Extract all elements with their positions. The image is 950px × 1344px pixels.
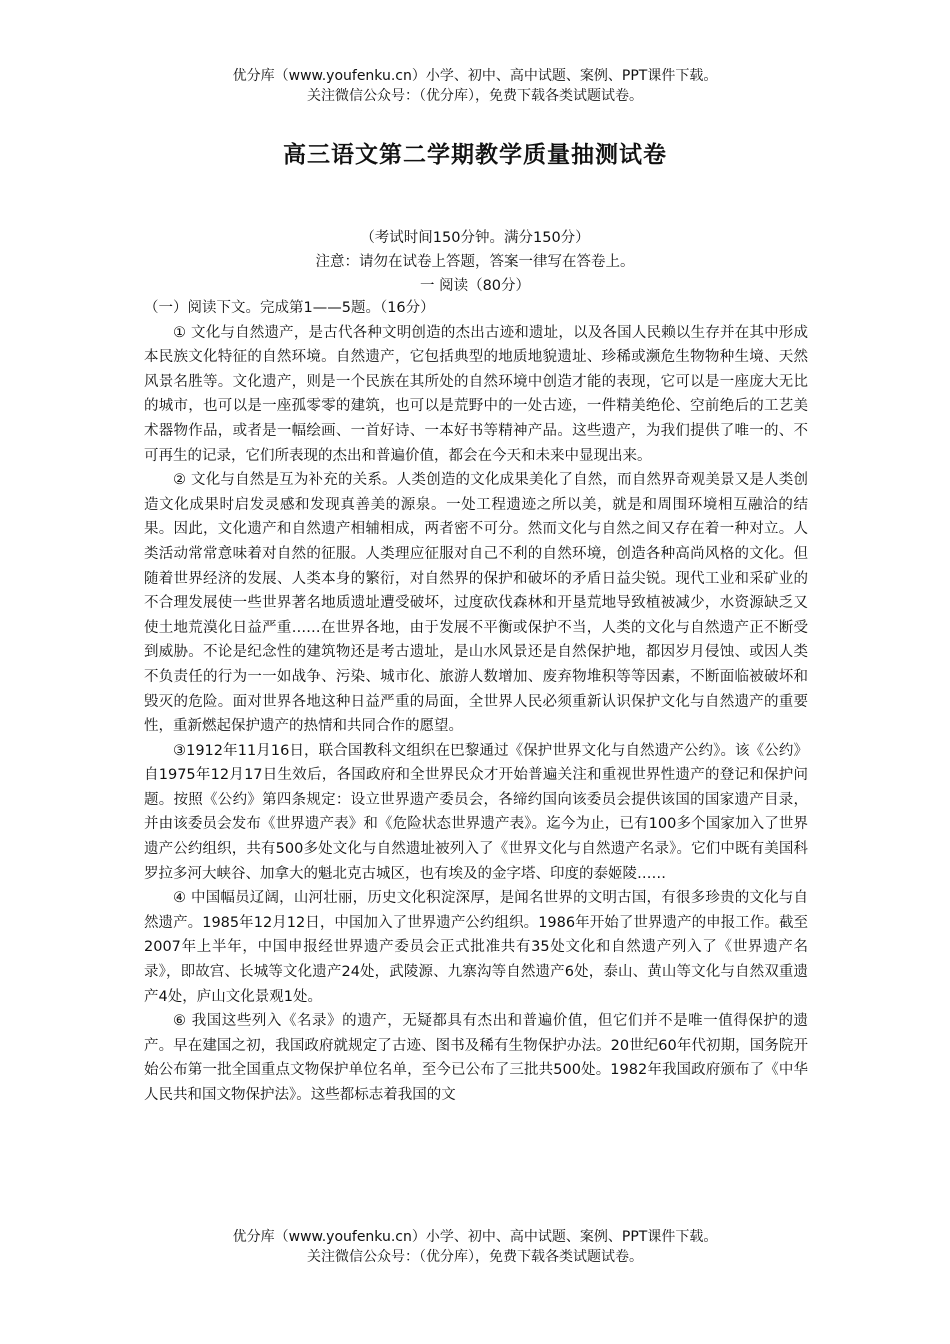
exam-note: 注意：请勿在试卷上答题，答案一律写在答卷上。 — [315, 254, 635, 270]
header-line-2: 关注微信公众号：（优分库），免费下载各类试题试卷。 — [307, 88, 643, 104]
footer-line-2: 关注微信公众号：（优分库），免费下载各类试题试卷。 — [307, 1249, 643, 1265]
paragraph-1: ① 文化与自然遗产，是古代各种文明创造的杰出古迹和遗址，以及各国人民赖以生存并在其中形成本民族文化特征的自然环境。自然遗产，它包括典型的地质地貌遗址、珍稀或濒危生物物种生境、天然风景名胜等。文化遗产，则是一个民族在其所处的自然环境中创造才能的表现，它可以是一座庞大无比的城市，也可以是一座孤零零的建筑，也可以是荒野中的一处古迹，一件精美绝伦、空前绝后的工艺美术器物作品，或者是一幅绘画、一首好诗、一本好书等精神产品。这些遗产，为我们提供了唯一的、不可再生的记录，它们所表现的杰出和普遍价值，都会在今天和未来中显现出来。 — [144, 324, 808, 464]
reading-passage — [144, 296, 808, 1108]
page-header — [0, 66, 950, 106]
paragraph-6: ⑥ 我国这些列入《名录》的遗产，无疑都具有杰出和普遍价值，但它们并不是唯一值得保护的遗产。早在建国之初，我国政府就规定了古迹、图书及稀有生物保护办法。20世纪60年代初期，国务院开始公布第一批全国重点文物保护单位名单，至今已公布了三批共500处。1982年我国政府颁布了《中华人民共和国文物保护法》。这些都标志着我国的文 — [144, 1013, 808, 1103]
header-line-1: 优分库（www.youfenku.cn）小学、初中、高中试题、案例、PPT课件下载。 — [232, 68, 718, 84]
part-heading: 一 阅读（80分） — [419, 278, 531, 294]
page-footer — [0, 1227, 950, 1267]
section-heading: （一）阅读下文。完成第1——5题。（16分） — [144, 300, 435, 316]
paragraph-3: ③1912年11月16日，联合国教科文组织在巴黎通过《保护世界文化与自然遗产公约》。该《公约》自1975年12月17日生效后，各国政府和全世界民众才开始普遍关注和重视世界性遗产的登记和保护问题。按照《公约》第四条规定：设立世界遗产委员会，各缔约国向该委员会提供该国的国家遗产目录，并由该委员会发布《世界遗产表》和《危险状态世界遗产表》。迄今为止，已有100多个国家加入了世界遗产公约组织，共有500多处文化与自然遗址被列入了《世界文化与自然遗产名录》。它们中既有美国科罗拉多河大峡谷、加拿大的魁北克古城区，也有埃及的金字塔、印度的泰姬陵…… — [144, 742, 808, 882]
exam-time: （考试时间150分钟。满分150分） — [360, 230, 590, 246]
paragraph-2: ② 文化与自然是互为补充的关系。人类创造的文化成果美化了自然，而自然界奇观美景又是人类创造文化成果时启发灵感和发现真善美的源泉。一处工程遗迹之所以美，就是和周围环境相互融洽的结果。因此，文化遗产和自然遗产相辅相成，两者密不可分。然而文化与自然之间又存在着一种对立。人类活动常常意味着对自然的征服。人类理应征服对自己不利的自然环境，创造各种高尚风格的文化。但随着世界经济的发展、人类本身的繁衍，对自然界的保护和破坏的矛盾日益尖锐。现代工业和采矿业的不合理发展使一些世界著名地质遗址遭受破坏，过度砍伐森林和开垦荒地导致植被减少，水资源缺乏又使土地荒漠化日益严重……在世界各地，由于发展不平衡或保护不当，人类的文化与自然遗产正不断受到威胁。不论是纪念性的建筑物还是考古遗址，是山水风景还是自然保护地，都因岁月侵蚀、或因人类不负责任的行为一一如战争、污染、城市化、旅游人数增加、废弃物堆积等等因素，不断面临被破坏和毁灭的危险。面对世界各地这种日益严重的局面，全世界人民必须重新认识保护文化与自然遗产的重要性，重新燃起保护遗产的热情和共同合作的愿望。 — [144, 472, 808, 735]
page-title: 高三语文第二学期教学质量抽测试卷 — [283, 142, 667, 168]
paragraph-4: ④ 中国幅员辽阔，山河壮丽，历史文化积淀深厚，是闻名世界的文明古国，有很多珍贵的文化与自然遗产。1985年12月12日，中国加入了世界遗产公约组织。1986年开始了世界遗产的申报工作。截至2007年上半年，中国申报经世界遗产委员会正式批准共有35处文化和自然遗产列入了《世界遗产名录》，即故宫、长城等文化遗产24处，武陵源、九寨沟等自然遗产6处，泰山、黄山等文化与自然双重遗产4处，庐山文化景观1处。 — [144, 890, 808, 1005]
exam-meta — [0, 226, 950, 298]
footer-line-1: 优分库（www.youfenku.cn）小学、初中、高中试题、案例、PPT课件下载。 — [232, 1229, 718, 1245]
